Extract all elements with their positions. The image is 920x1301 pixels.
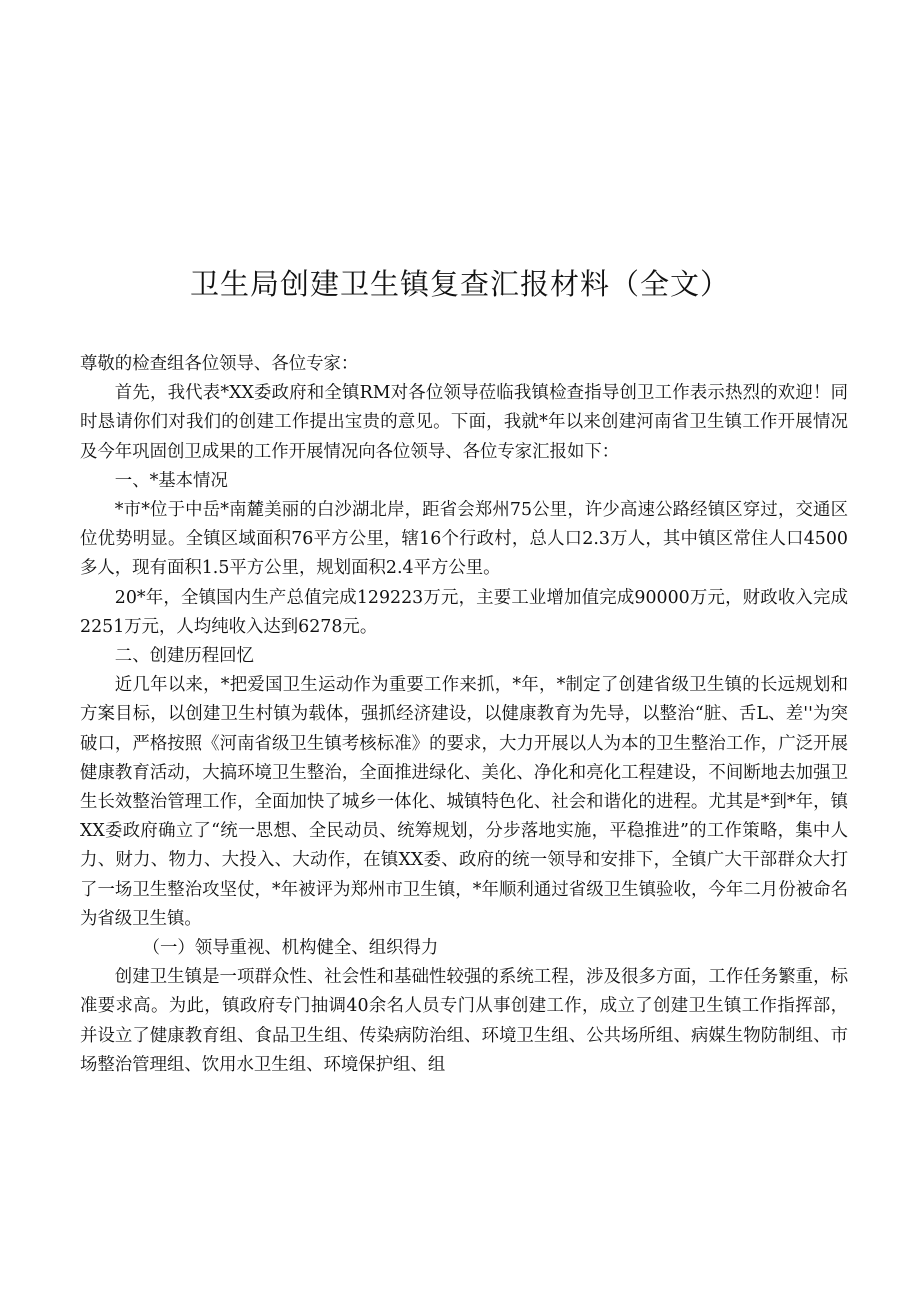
paragraph-history: 近几年以来，*把爱国卫生运动作为重要工作来抓，*年，*制定了创建省级卫生镇的长远规划和方案目标，以创建卫生村镇为载体，强抓经济建设，以健康教育为先导，以整治“脏、舌L、差''为突破口，严格按照《河南省级卫生镇考核标准》的要求，大力开展以人为本的卫生整治工作，广泛开展健康教育活动，大搞环境卫生整治，全面推进绿化、美化、净化和亮化工程建设，不间断地去加强卫生长效整治管理工作，全面加快了城乡一体化、城镇特色化、社会和谐化的进程。尤其是*到*年，镇XX委政府确立了“统一思想、全民动员、统筹规划，分步落地实施，平稳推进”的工作策略，集中人力、财力、物力、大投入、大动作，在镇XX委、政府的统一领导和安排下，全镇广大干部群众大打了一场卫生整治攻坚仗，*年被评为郑州市卫生镇，*年顺利通过省级卫生镇验收，今年二月份被命名为省级卫生镇。 xyxy=(80,675,848,929)
document-title: 卫生局创建卫生镇复查汇报材料（全文） xyxy=(189,267,730,301)
paragraph-location: *市*位于中岳*南麓美丽的白沙湖北岸，距省会郑州75公里，许少高速公路经镇区穿过，交通区位优势明显。全镇区域面积76平方公里，辖16个行政村，总人口2.3万人，其中镇区常住人口4500多人，现有面积1.5平方公里，规划面积2.4平方公里。 xyxy=(80,500,848,579)
section-heading-history: 二、创建历程回忆 xyxy=(114,646,254,667)
paragraph-opening: 首先，我代表*XX委政府和全镇RM对各位领导莅临我镇检查指导创卫工作表示热烈的欢迎！同时恳请你们对我们的创建工作提出宝贵的意见。下面，我就*年以来创建河南省卫生镇工作开展情况及今年巩固创卫成果的工作开展情况向各位领导、各位专家汇报如下： xyxy=(80,383,848,462)
paragraph-economy: 20*年，全镇国内生产总值完成129223万元，主要工业增加值完成90000万元，财政收入完成2251万元，人均纯收入达到6278元。 xyxy=(80,587,848,637)
subsection-heading-leadership: （一）领导重视、机构健全、组织得力 xyxy=(142,938,439,959)
document-body xyxy=(80,350,848,1080)
paragraph-leadership: 创建卫生镇是一项群众性、社会性和基础性较强的系统工程，涉及很多方面，工作任务繁重，标准要求高。为此，镇政府专门抽调40余名人员专门从事创建工作，成立了创建卫生镇工作指挥部，并设立了健康教育组、食品卫生组、传染病防治组、环境卫生组、公共场所组、病媒生物防制组、市场整治管理组、饮用水卫生组、环境保护组、组 xyxy=(80,967,848,1075)
section-heading-basic-info: 一、*基本情况 xyxy=(114,470,228,491)
salutation: 尊敬的检查组各位领导、各位专家： xyxy=(80,354,359,374)
